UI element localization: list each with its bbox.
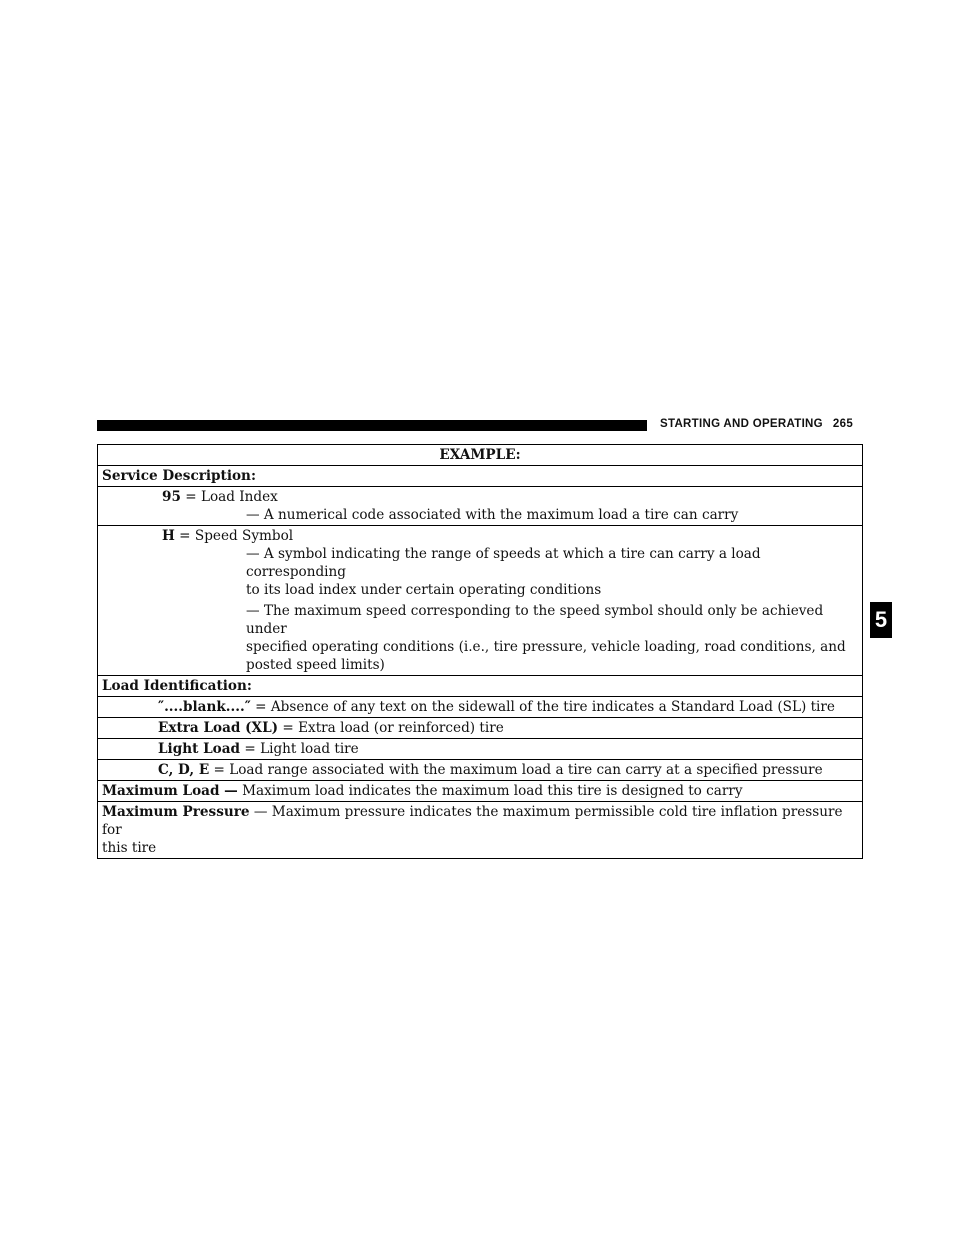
load-id-desc: = Load range associated with the maximum load a tire can carry at a specified pressure [209,762,823,778]
load-index-label [102,488,858,506]
load-id-term: C, D, E [158,762,210,778]
load-id-row-cde [98,760,862,781]
maximum-load-term: Maximum Load — [102,783,238,799]
speed-symbol-text: = Speed Symbol [179,528,294,544]
speed-symbol-label [102,527,858,545]
service-description-heading: Service Description: [98,466,862,487]
load-id-term: Extra Load (XL) [158,720,279,736]
speed-desc-1-line-1: — A symbol indicating the range of speeds at which a tire can carry a load corresponding [246,546,761,580]
maximum-load-desc: Maximum load indicates the maximum load this tire is designed to carry [237,783,743,799]
table-title: EXAMPLE: [98,445,862,466]
speed-desc-2-line-1: — The maximum speed corresponding to the speed symbol should only be achieved under [246,603,824,637]
speed-symbol-row [98,526,862,676]
load-index-text: = Load Index [185,489,278,505]
speed-desc-1-line-2: to its load index under certain operating conditions [246,582,602,598]
maximum-load-row [98,781,862,802]
maximum-pressure-desc-line-1: — Maximum pressure indicates the maximum permissible cold tire inflation pressure for [102,804,843,838]
header-rule [97,420,647,431]
speed-symbol-code: H [162,528,175,544]
load-id-row-xl [98,718,862,739]
load-id-row-light [98,739,862,760]
load-identification-heading: Load Identification: [98,676,862,697]
load-id-term: Light Load [158,741,241,757]
load-id-term: ″....blank....″ [158,699,251,715]
load-index-row [98,487,862,526]
load-index-code: 95 [162,489,181,505]
tire-code-table [97,444,863,859]
speed-desc-2-line-3: posted speed limits) [246,657,385,673]
load-index-desc: — A numerical code associated with the maximum load a tire can carry [246,507,739,523]
speed-symbol-desc-2 [102,599,858,674]
maximum-pressure-row [98,802,862,858]
running-header [660,418,853,430]
section-title: STARTING AND OPERATING [660,418,823,430]
speed-symbol-desc-1 [102,545,858,599]
load-id-desc: = Extra load (or reinforced) tire [278,720,504,736]
page-number: 265 [832,418,854,430]
chapter-tab: 5 [870,602,892,638]
load-id-desc: = Light load tire [240,741,359,757]
load-id-desc: = Absence of any text on the sidewall of the tire indicates a Standard Load (SL) tire [250,699,835,715]
load-id-row-blank [98,697,862,718]
maximum-pressure-desc-line-2: this tire [102,840,157,856]
maximum-pressure-term: Maximum Pressure [102,804,250,820]
speed-desc-2-line-2: specified operating conditions (i.e., tire pressure, vehicle loading, road conditions, and [246,639,846,655]
